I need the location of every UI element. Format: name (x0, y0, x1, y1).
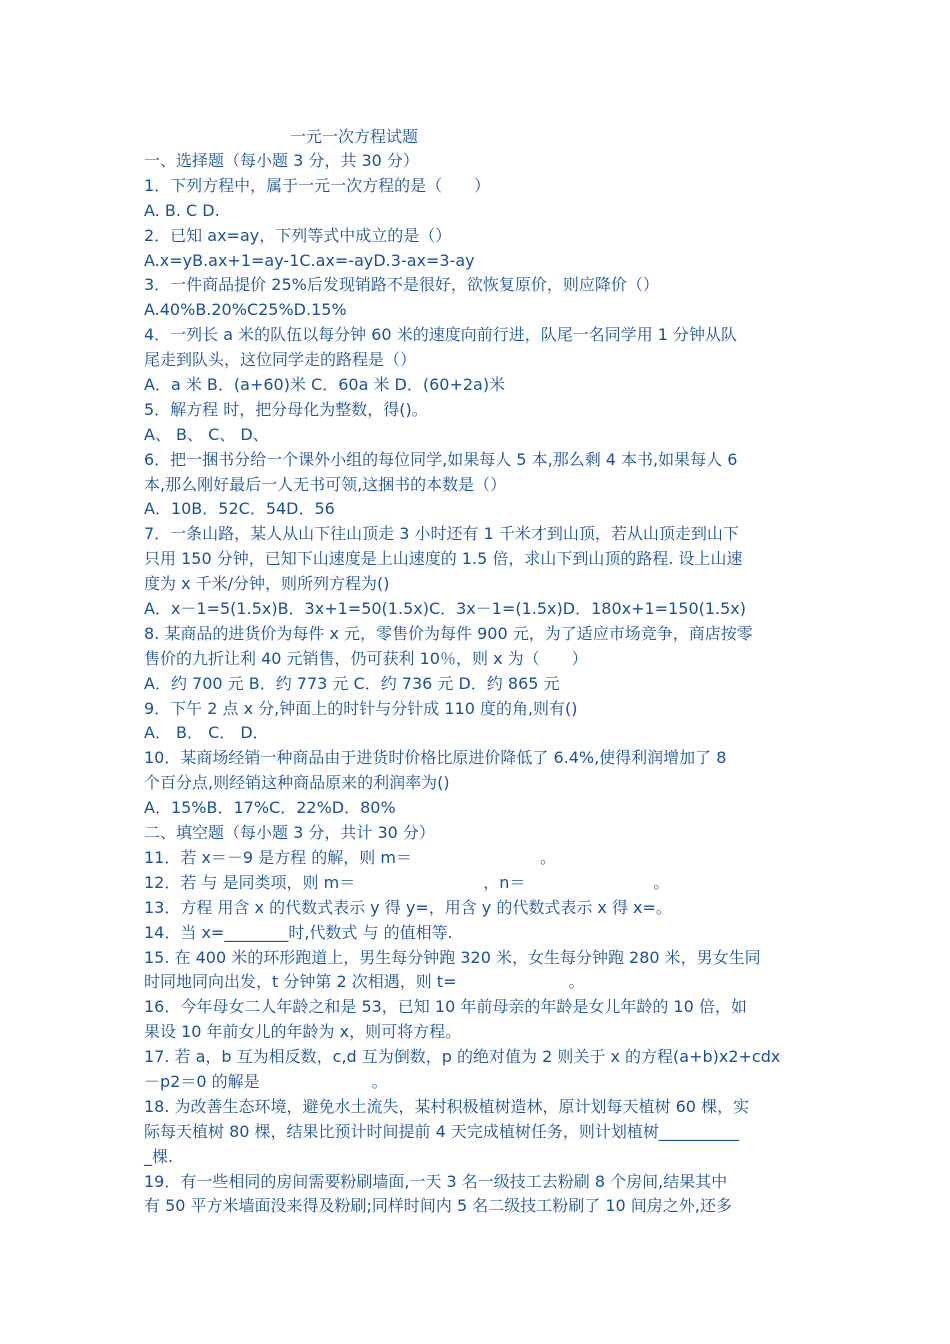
question-18-line-3: _棵. (144, 1146, 174, 1166)
question-16-line-2: 果设 10 年前女儿的年龄为 x，则可将方程。 (144, 1022, 462, 1042)
question-6-line-2: 本,那么刚好最后一人无书可领,这捆书的本数是（） (144, 474, 507, 494)
question-17-line-1: 17. 若 a，b 互为相反数，c,d 互为倒数，p 的绝对值为 2 则关于 x 的方程(a+b)x2+cdx (144, 1047, 781, 1067)
question-4-line-1: 4．一列长 a 米的队伍以每分钟 60 米的速度向前行进，队尾一名同学用 1 分钟从队 (144, 325, 738, 345)
question-10-line-1: 10．某商场经销一种商品由于进货时价格比原进价降低了 6.4%,使得利润增加了 8 (144, 748, 727, 768)
question-10-options: A．15%B．17%C．22%D．80% (144, 798, 396, 818)
question-8-line-1: 8. 某商品的进货价为每件 x 元，零售价为每件 900 元，为了适应市场竞争，商店按零 (144, 623, 753, 643)
question-10-line-2: 个百分点,则经销这种商品原来的利润率为() (144, 773, 450, 793)
question-15-line-1: 15. 在 400 米的环形跑道上，男生每分钟跑 320 米，女生每分钟跑 280 米，男女生同 (144, 947, 761, 967)
question-1: 1．下列方程中，属于一元一次方程的是（ ） (144, 175, 491, 195)
question-17-line-2: －p2＝0 的解是 。 (144, 1071, 388, 1091)
question-11: 11．若 x＝－9 是方程 的解，则 m＝ 。 (144, 847, 556, 867)
document-title: 一元一次方程试题 (290, 127, 419, 146)
question-6-line-1: 6．把一捆书分给一个课外小组的每位同学,如果每人 5 本,那么剩 4 本书,如果每人 6 (144, 449, 738, 469)
question-5-options: A、 B、 C、 D、 (144, 424, 269, 444)
question-18-line-1: 18. 为改善生态环境，避免水土流失，某村积极植树造林，原计划每天植树 60 棵，实 (144, 1096, 750, 1116)
question-9: 9．下午 2 点 x 分,钟面上的时针与分针成 110 度的角,则有() (144, 698, 578, 718)
section-heading-fill: 二、填空题（每小题 3 分，共计 30 分） (144, 823, 435, 843)
question-3: 3．一件商品提价 25%后发现销路不是很好，欲恢复原价，则应降价（） (144, 275, 659, 295)
question-3-options: A.40%B.20%C25%D.15% (144, 300, 347, 320)
question-5: 5．解方程 时，把分母化为整数，得()。 (144, 399, 428, 419)
question-2: 2．已知 ax=ay，下列等式中成立的是（） (144, 225, 452, 245)
question-15-line-2: 时同地同向出发，t 分钟第 2 次相遇，则 t= 。 (144, 972, 585, 992)
section-heading-choice: 一、选择题（每小题 3 分，共 30 分） (144, 151, 419, 170)
question-4-options: A．a 米 B．(a+60)米 C．60a 米 D．(60+2a)米 (144, 375, 506, 395)
question-8-line-2: 售价的九折让利 40 元销售，仍可获利 10％，则 x 为（ ） (144, 648, 588, 668)
question-7-line-2: 只用 150 分钟，已知下山速度是上山速度的 1.5 倍，求山下到山顶的路程. 设上山速 (144, 549, 743, 569)
document-body (144, 149, 808, 1219)
question-2-options: A.x=yB.ax+1=ay-1C.ax=-ayD.3-ax=3-ay (144, 250, 475, 270)
question-8-options: A．约 700 元 B．约 773 元 C．约 736 元 D．约 865 元 (144, 673, 560, 693)
question-4-line-2: 尾走到队头，这位同学走的路程是（） (144, 350, 417, 370)
question-7-line-1: 7．一条山路，某人从山下往山顶走 3 小时还有 1 千米才到山顶，若从山顶走到山下 (144, 524, 739, 544)
question-16-line-1: 16．今年母女二人年龄之和是 53，已知 10 年前母亲的年龄是女儿年龄的 10 倍，如 (144, 997, 747, 1017)
question-12: 12．若 与 是同类项，则 m＝ ，n＝ 。 (144, 872, 670, 892)
question-19-line-1: 19．有一些相同的房间需要粉刷墙面,一天 3 名一级技工去粉刷 8 个房间,结果其中 (144, 1171, 728, 1191)
question-9-options: A． B． C． D． (144, 723, 269, 743)
question-13: 13．方程 用含 x 的代数式表示 y 得 y=，用含 y 的代数式表示 x 得 x=。 (144, 897, 672, 917)
question-19-line-2: 有 50 平方米墙面没来得及粉刷;同样时间内 5 名二级技工粉刷了 10 间房之外,还多 (144, 1196, 732, 1216)
question-6-options: A．10B．52C．54D．56 (144, 499, 335, 519)
question-14: 14．当 x=________时,代数式 与 的值相等. (144, 922, 453, 942)
question-7-options: A．x－1=5(1.5x)B．3x+1=50(1.5x)C．3x－1=(1.5x)D．180x+1=150(1.5x) (144, 599, 747, 619)
question-18-line-2: 际每天植树 80 棵，结果比预计时间提前 4 天完成植树任务，则计划植树__________ (144, 1121, 739, 1141)
question-1-options: A. B. C D. (144, 200, 220, 220)
question-7-line-3: 度为 x 千米/分钟，则所列方程为() (144, 574, 390, 594)
